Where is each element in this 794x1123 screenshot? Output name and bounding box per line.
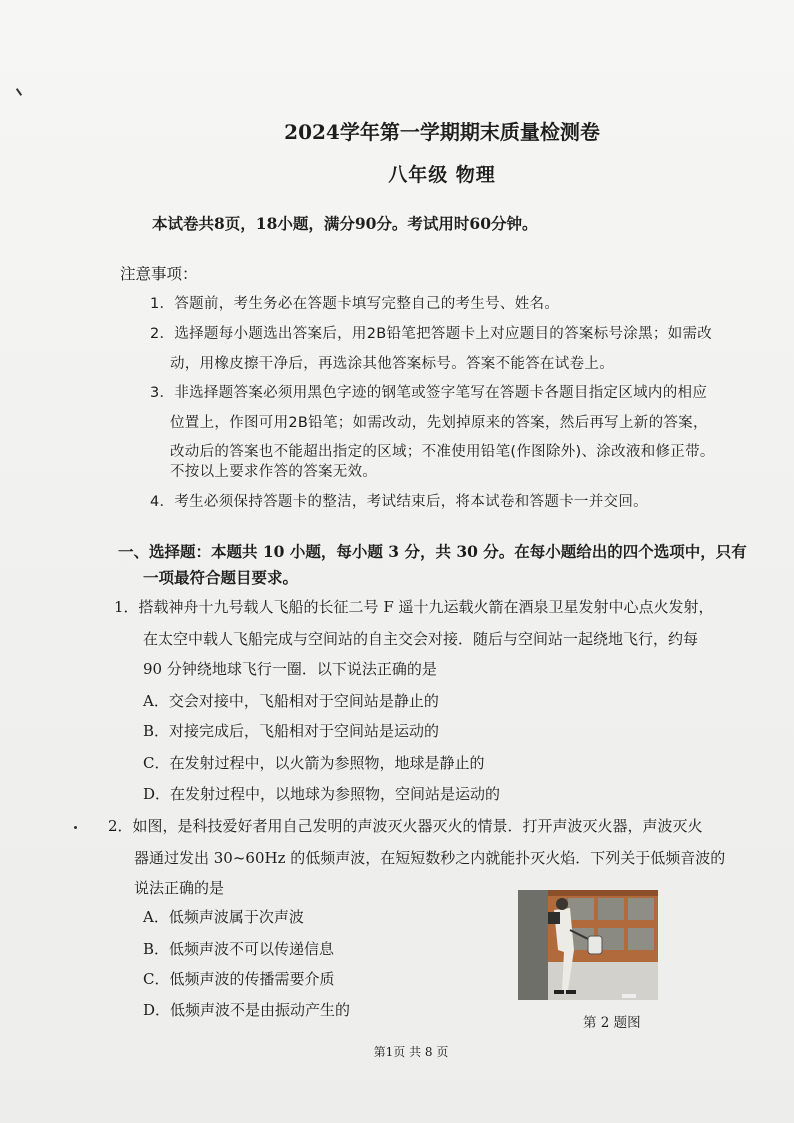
fire-extinguisher-photo-icon xyxy=(518,890,658,1000)
option-d: D．在发射过程中，以地球为参照物，空间站是运动的 xyxy=(143,785,501,803)
notice-line: 位置上，作图可用2B铅笔；如需改动，先划掉原来的答案，然后再写上新的答案， xyxy=(170,415,708,431)
notice-heading: 注意事项： xyxy=(120,265,198,283)
question-stem: 说法正确的是 xyxy=(134,879,225,897)
question-2-photo xyxy=(518,890,658,1000)
option-c: C．低频声波的传播需要介质 xyxy=(143,970,335,988)
scan-mark xyxy=(16,88,22,96)
notice-line: 3．非选择题答案必须用黑色字迹的钢笔或签字笔写在答题卡各题目指定区域内的相应 xyxy=(150,385,708,401)
scan-dot xyxy=(74,826,77,829)
question-stem: 90 分钟绕地球飞行一圈．以下说法正确的是 xyxy=(143,660,437,678)
section-heading-cont: 一项最符合题目要求。 xyxy=(143,568,299,587)
option-b: B．对接完成后，飞船相对于空间站是运动的 xyxy=(143,722,440,740)
option-a: A．低频声波属于次声波 xyxy=(143,908,304,926)
question-stem: 在太空中载人飞船完成与空间站的自主交会对接．随后与空间站一起绕地飞行，约每 xyxy=(143,630,699,648)
exam-meta: 本试卷共8页，18小题，满分90分。考试用时60分钟。 xyxy=(152,214,538,233)
page-footer: 第1页 共 8 页 xyxy=(373,1045,449,1059)
question-stem: 2．如图，是科技爱好者用自己发明的声波灭火器灭火的情景．打开声波灭火器，声波灭火 xyxy=(108,817,703,835)
question-stem: 器通过发出 30~60Hz 的低频声波，在短短数秒之内就能扑灭火焰．下列关于低频音波的 xyxy=(134,849,726,867)
notice-line: 2．选择题每小题选出答案后，用2B铅笔把答题卡上对应题目的答案标号涂黑；如需改 xyxy=(150,326,713,342)
exam-subtitle: 八年级 物理 xyxy=(388,164,496,186)
notice-line: 1．答题前，考生务必在答题卡填写完整自己的考生号、姓名。 xyxy=(150,296,560,312)
notice-line: 不按以上要求作答的答案无效。 xyxy=(170,464,378,480)
notice-line: 改动后的答案也不能超出指定的区域；不准使用铅笔(作图除外)、涂改液和修正带。 xyxy=(170,444,715,460)
figure-caption: 第 2 题图 xyxy=(583,1015,641,1031)
notice-line: 动，用橡皮擦干净后，再选涂其他答案标号。答案不能答在试卷上。 xyxy=(170,356,614,372)
question-stem: 1．搭载神舟十九号载人飞船的长征二号 F 遥十九运载火箭在酒泉卫星发射中心点火发射， xyxy=(114,598,714,616)
notice-line: 4．考生必须保持答题卡的整洁，考试结束后，将本试卷和答题卡一并交回。 xyxy=(150,494,648,510)
option-c: C．在发射过程中，以火箭为参照物，地球是静止的 xyxy=(143,754,485,772)
option-b: B．低频声波不可以传递信息 xyxy=(143,940,335,958)
option-d: D．低频声波不是由振动产生的 xyxy=(143,1001,351,1019)
exam-title: 2024学年第一学期期末质量检测卷 xyxy=(284,120,600,144)
option-a: A．交会对接中，飞船相对于空间站是静止的 xyxy=(143,692,439,710)
section-heading: 一、选择题：本题共 10 小题，每小题 3 分，共 30 分。在每小题给出的四个选项中，只有 xyxy=(118,542,747,561)
